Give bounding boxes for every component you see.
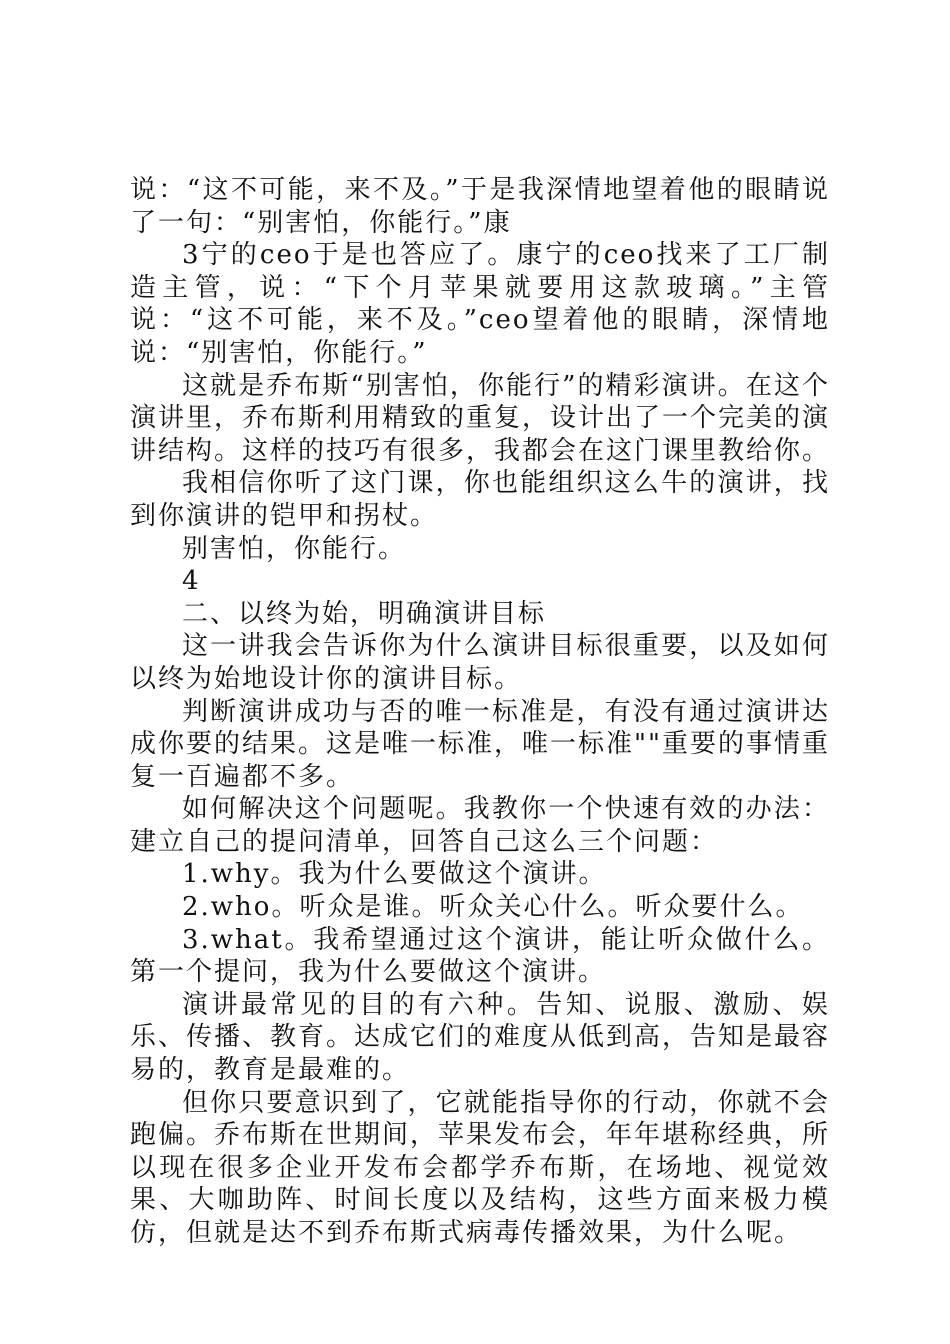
list-item-what: 3.what。我希望通过这个演讲，能让听众做什么。第一个提问，我为什么要做这个演讲。 xyxy=(130,924,830,988)
section-heading: 二、以终为始，明确演讲目标 xyxy=(182,598,547,629)
paragraph-14: 演讲最常见的目的有六种。告知、说服、激励、娱乐、传播、教育。达成它们的难度从低到高，告知是最容易的，教育是最难的。 xyxy=(130,989,831,1086)
paragraph-10: 如何解决这个问题呢。我教你一个快速有效的办法：建立自己的提问清单，回答自己这么三个问题： xyxy=(130,794,830,857)
paragraph-5: 别害怕，你能行。 xyxy=(182,533,407,564)
list-item-who: 2.who。听众是谁。听众关心什么。听众要什么。 xyxy=(182,892,804,923)
paragraph-1: 说：“这不可能，来不及。”于是我深情地望着他的眼睛说了一句：“别害怕，你能行。”康 xyxy=(130,175,830,238)
paragraph-9: 判断演讲成功与否的唯一标准是，有没有通过演讲达成你要的结果。这是唯一标准，唯一标准""重要的事情重复一百遍都不多。 xyxy=(130,696,830,792)
document-page xyxy=(130,174,830,1250)
paragraph-15: 但你只要意识到了，它就能指导你的行动，你就不会跑偏。乔布斯在世期间，苹果发布会，年年堪称经典，所以现在很多企业开发布会都学乔布斯，在场地、视觉效果、大咖助阵、时间长度以及结构，这些方面来极力模仿，但就是达不到乔布斯式病毒传播效果，为什么呢。 xyxy=(130,1087,831,1248)
paragraph-4: 我相信你听了这门课，你也能组织这么牛的演讲，找到你演讲的铠甲和拐杖。 xyxy=(130,468,830,531)
paragraph-2: 3宁的ceo于是也答应了。康宁的ceo找来了工厂制造主管，说：“下个月苹果就要用这款玻璃。”主管说：“这不可能，来不及。”ceo望着他的眼睛，深情地说：“别害怕，你能行。” xyxy=(130,240,830,368)
paragraph-3: 这就是乔布斯“别害怕，你能行”的精彩演讲。在这个演讲里，乔布斯利用精致的重复，设计出了一个完美的演讲结构。这样的技巧有很多，我都会在这门课里教给你。 xyxy=(130,370,831,466)
page-number-marker: 4 xyxy=(182,566,201,597)
paragraph-8: 这一讲我会告诉你为什么演讲目标很重要，以及如何以终为始地设计你的演讲目标。 xyxy=(130,631,830,694)
list-item-why: 1.why。我为什么要做这个演讲。 xyxy=(182,859,607,890)
